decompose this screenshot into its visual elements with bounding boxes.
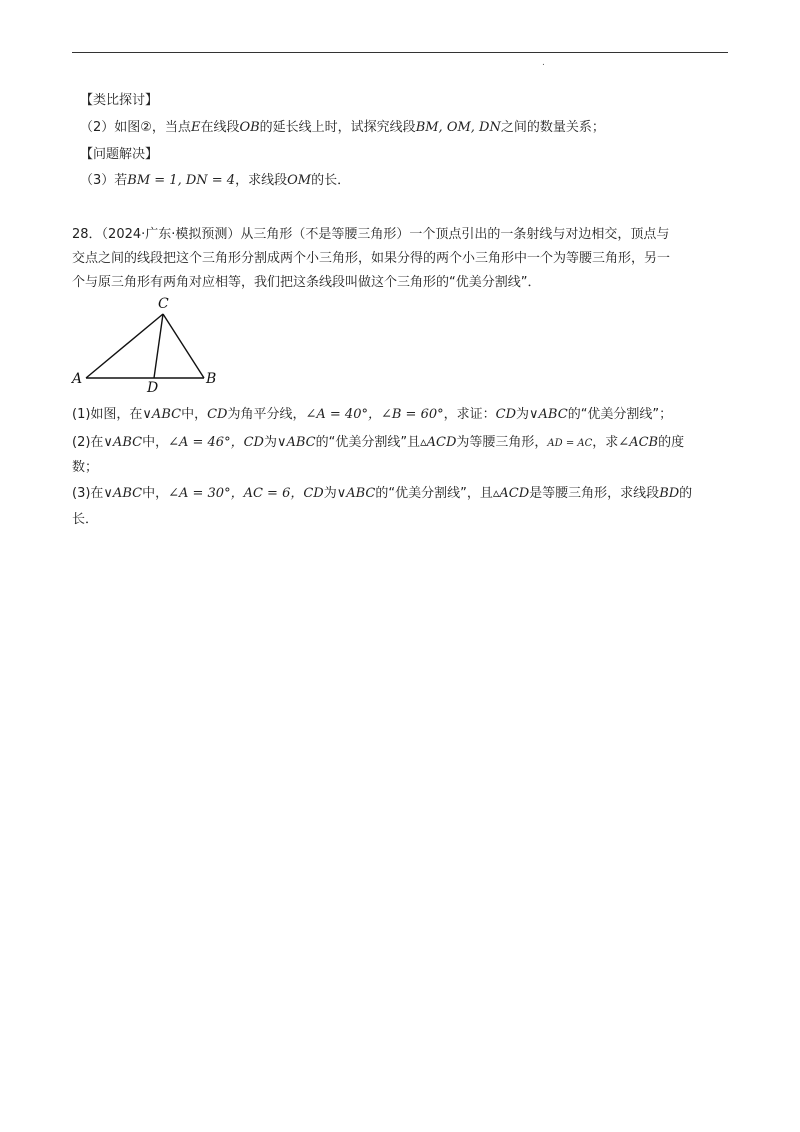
sub3-mid2: 为 [323, 486, 337, 501]
subquestion-2 [72, 434, 684, 453]
sub2-tri2: ∨ABC [276, 435, 316, 450]
sub1-cd: CD [207, 407, 228, 422]
header-rule [72, 52, 728, 53]
subquestion-3 [72, 485, 692, 503]
q2-mid1: 在线段 [200, 120, 240, 135]
sub2-tri3: ▵ACD [420, 435, 457, 450]
q2-segs: BM, OM, DN [415, 120, 501, 135]
sub2-angle: ∠A = 46°，CD [168, 435, 264, 450]
sub3-mid1: 中， [142, 486, 169, 501]
problem28-line1: 28．（2024·广东·模拟预测）从三角形（不是等腰三角形）一个顶点引出的一条射线与对边相交，顶点与 [72, 227, 670, 242]
q3-suffix: 的长． [311, 173, 351, 188]
sub2-mid2: 为 [263, 435, 277, 450]
sub1-cd2: CD [495, 407, 517, 422]
q3-cond: BM = 1, DN = 4 [127, 173, 236, 188]
problem28-line2: 交点之间的线段把这个三角形分割成两个小三角形，如果分得的两个小三角形中一个为等腰三角形，另一 [72, 251, 671, 266]
q3-prefix: （3）若 [80, 173, 128, 188]
label-a: A [72, 371, 83, 387]
sub1-angles: ∠A = 40°，∠B = 60° [305, 407, 444, 422]
sub2-target: ∠ACB [618, 435, 659, 450]
segment-ac [86, 314, 163, 378]
triangle-figure [70, 294, 230, 394]
sub2-tri: ∨ABC [103, 435, 143, 450]
sub1-mid1: 中， [181, 407, 208, 422]
sub3-cond: ∠A = 30°，AC = 6，CD [168, 486, 324, 501]
q2-mid2: 的延长线上时，试探究线段 [259, 120, 416, 135]
q3-seg: OM [287, 173, 312, 188]
sub1-tri2: ∨ABC [529, 407, 568, 422]
sub1-suffix: 的“优美分割线”； [567, 407, 673, 422]
q2-prefix: （2）如图②，当点 [80, 120, 191, 135]
sub1-tri: ∨ABC [142, 407, 182, 422]
sub3-tri2: ∨ABC [336, 486, 376, 501]
q2-seg: OB [239, 120, 260, 135]
problem28-line3: 个与原三角形有两角对应相等，我们把这条线段叫做这个三角形的“优美分割线”． [72, 275, 541, 290]
segment-cd [154, 314, 163, 378]
label-c: C [158, 296, 169, 312]
sub3-mid4: 是等腰三角形，求线段 [529, 486, 660, 501]
sub3-target: BD [659, 486, 680, 501]
sub2-suffix: 的度 [658, 435, 685, 450]
sub2-mid4: 为等腰三角形， [456, 435, 548, 450]
sub2-mid1: 中， [142, 435, 169, 450]
sub2-prefix: (2)在 [72, 435, 104, 450]
sub1-prefix: (1)如图，在 [72, 407, 143, 422]
question-2 [80, 119, 605, 137]
sub2-cond: AD = AC [547, 438, 593, 449]
sub1-mid4: 为 [516, 407, 530, 422]
sub3-prefix: (3)在 [72, 486, 104, 501]
label-d: D [147, 380, 159, 394]
q2-point: E [190, 120, 201, 135]
sub1-mid3: ，求证： [443, 407, 496, 422]
q2-suffix: 之间的数量关系； [500, 120, 605, 135]
heading-solve: 【问题解决】 [80, 147, 159, 162]
sub1-mid2: 为角平分线， [227, 407, 306, 422]
q3-mid: ，求线段 [235, 173, 288, 188]
label-b: B [206, 371, 217, 387]
heading-analogy: 【类比探讨】 [80, 93, 159, 108]
question-3 [80, 172, 350, 190]
subquestion-1 [72, 406, 672, 424]
segment-bc [163, 314, 204, 378]
subquestion-2-cont: 数； [72, 460, 99, 475]
subquestion-3-cont: 长． [72, 512, 99, 527]
sub3-tri: ∨ABC [103, 486, 143, 501]
sub3-mid3: 的“优美分割线”，且 [375, 486, 493, 501]
sub3-suffix: 的 [679, 486, 693, 501]
corner-mark: . [542, 58, 545, 68]
sub2-mid3: 的“优美分割线”且 [315, 435, 421, 450]
sub2-mid5: ，求 [592, 435, 619, 450]
sub3-tri3: ▵ACD [492, 486, 530, 501]
